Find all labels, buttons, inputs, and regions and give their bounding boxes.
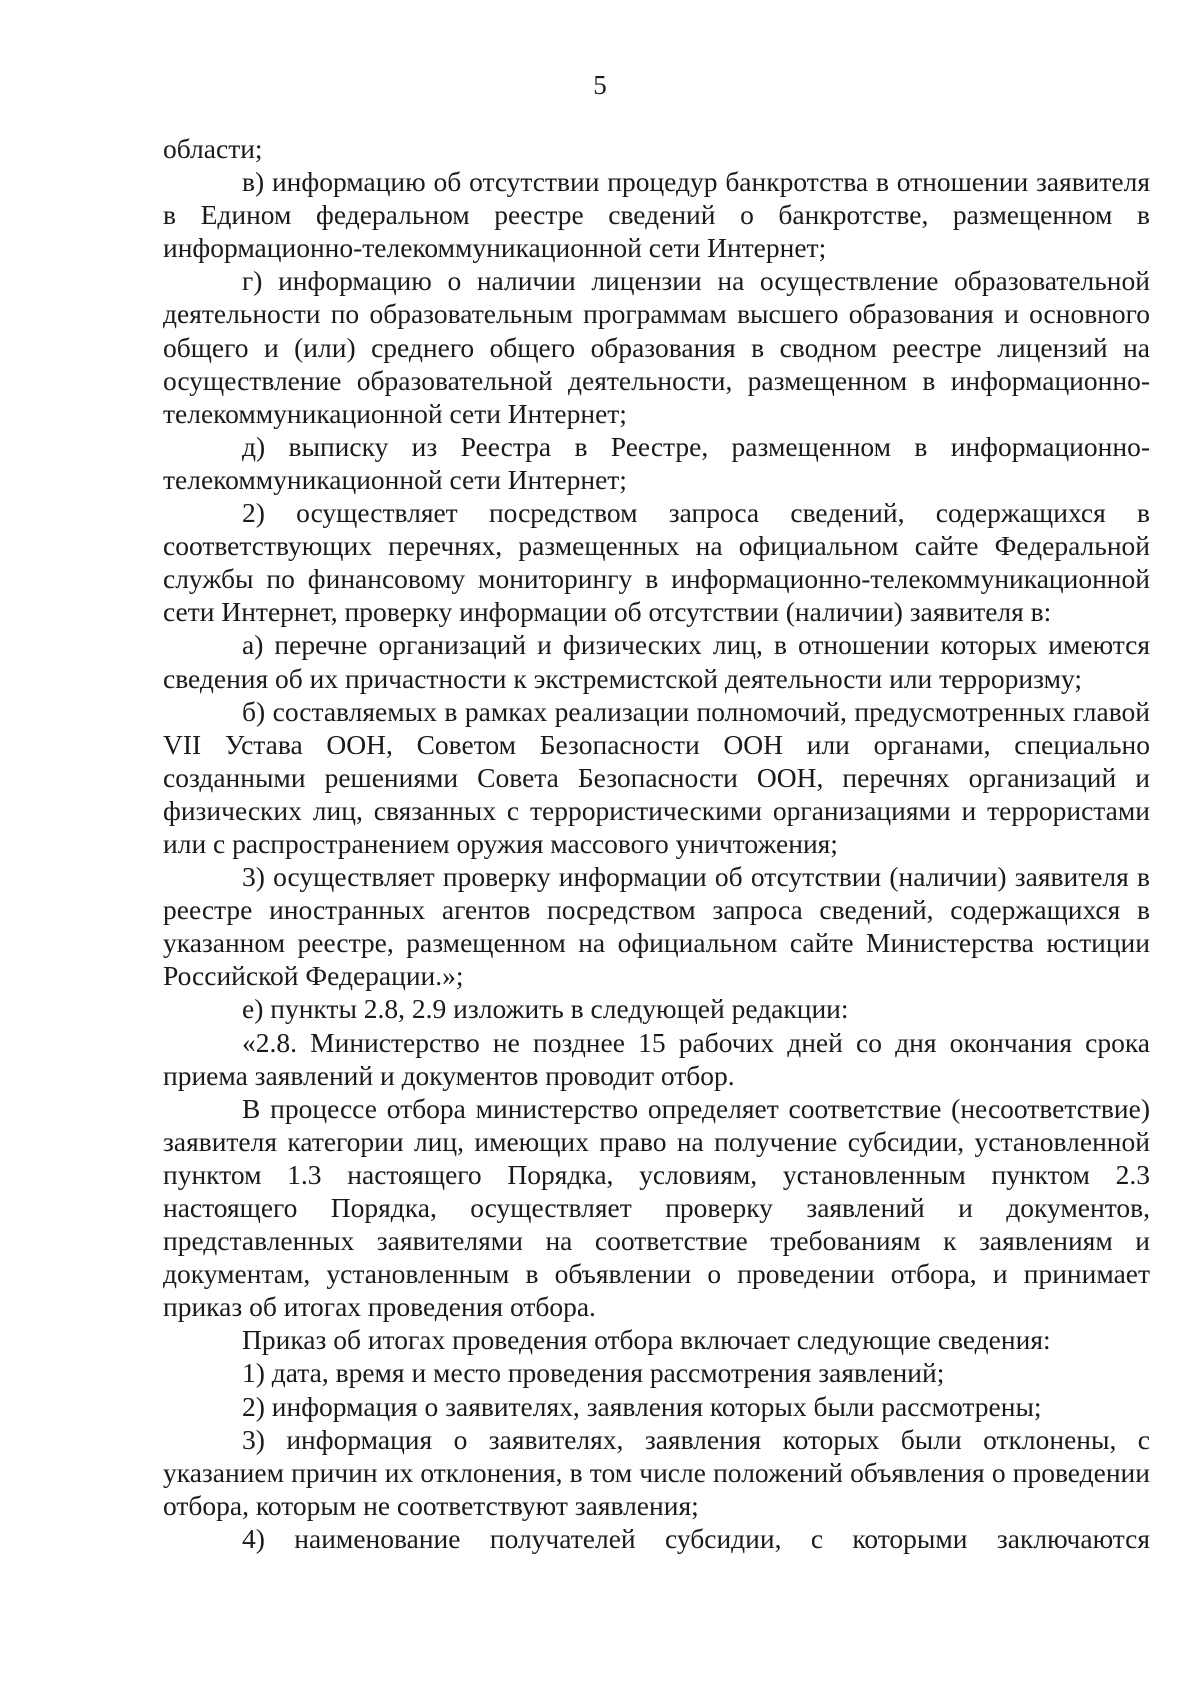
- paragraph-clause-2-8: «2.8. Министерство не позднее 15 рабочих дней со дня окончания срока приема заявлений и документов проводит отбор.: [163, 1026, 1150, 1091]
- paragraph-list-4: 4) наименование получателей субсидии, с которыми заключаются: [242, 1522, 1150, 1554]
- paragraph-order-contents: Приказ об итогах проведения отбора включает следующие сведения:: [242, 1324, 1051, 1356]
- paragraph-item-2: 2) осуществляет посредством запроса сведений, содержащихся в соответствующих перечнях, размещенных на официальном сайте Федеральной службы по финансовому мониторингу в информационно-телекоммуникационной сети Интернет, проверку информации об отсутствии (наличии) заявителя в:: [163, 497, 1150, 628]
- paragraph-selection-process: В процессе отбора министерство определяет соответствие (несоответствие) заявителя категории лиц, имеющих право на получение субсидии, установленной пунктом 1.3 настоящего Порядка, условиям, установленным пунктом 2.3 настоящего Порядка, осуществляет проверку заявлений и документов, представленных заявителями на соответствие требованиям к заявлениям и документам, установленным в объявлении о проведении отбора, и принимает приказ об итогах проведения отбора.: [163, 1092, 1150, 1323]
- paragraph-list-1: 1) дата, время и место проведения рассмотрения заявлений;: [242, 1357, 945, 1389]
- paragraph-item-g: г) информацию о наличии лицензии на осуществление образовательной деятельности по образовательным программам высшего образования и основного общего и (или) среднего общего образования в сводном реестре лицензий на осуществление образовательной деятельности, размещенном в информационно-телекоммуникационной сети Интернет;: [163, 265, 1150, 429]
- paragraph-item-v: в) информацию об отсутствии процедур банкротства в отношении заявителя в Едином федеральном реестре сведений о банкротстве, размещенном в информационно-телекоммуникационной сети Интернет;: [163, 166, 1150, 264]
- paragraph-list-3: 3) информация о заявителях, заявления которых были отклонены, с указанием причин их отклонения, в том числе положений объявления о проведении отбора, которым не соответствуют заявления;: [163, 1423, 1150, 1521]
- paragraph-item-b: б) составляемых в рамках реализации полномочий, предусмотренных главой VII Устава ООН, Советом Безопасности ООН или органами, специально созданными решениями Совета Безопасности ООН, перечнях организаций и физических лиц, связанных с террористическими организациями и террористами или с распространением оружия массового уничтожения;: [163, 695, 1150, 859]
- document-body: [163, 132, 1150, 1555]
- page-number: 5: [593, 70, 607, 100]
- paragraph-list-2: 2) информация о заявителях, заявления которых были рассмотрены;: [242, 1390, 1042, 1422]
- paragraph-item-d: д) выписку из Реестра в Реестре, размещенном в информационно-телекоммуникационной сети Интернет;: [163, 430, 1150, 495]
- paragraph-item-e: е) пункты 2.8, 2.9 изложить в следующей редакции:: [242, 993, 849, 1025]
- paragraph-item-a: а) перечне организаций и физических лиц, в отношении которых имеются сведения об их причастности к экстремистской деятельности или терроризму;: [163, 629, 1150, 694]
- paragraph-continuation: области;: [163, 133, 263, 164]
- paragraph-item-3: 3) осуществляет проверку информации об отсутствии (наличии) заявителя в реестре иностранных агентов посредством запроса сведений, содержащихся в указанном реестре, размещенном на официальном сайте Министерства юстиции Российской Федерации.»;: [163, 861, 1150, 992]
